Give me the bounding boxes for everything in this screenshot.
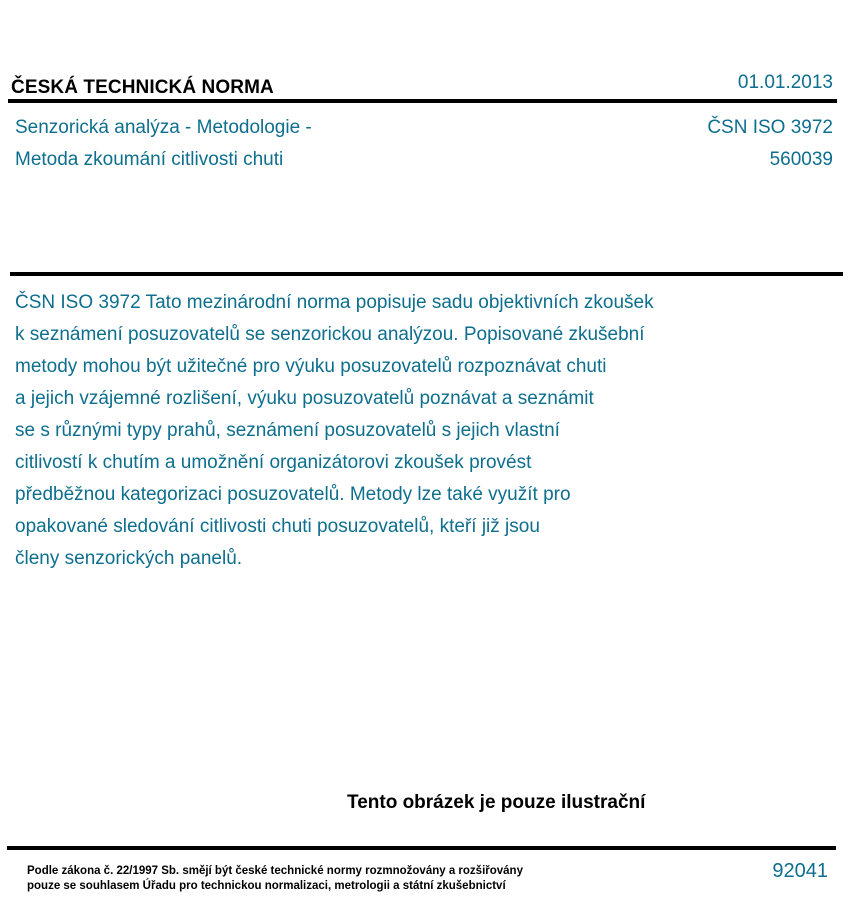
header-divider: [8, 99, 837, 103]
abstract-line: ČSN ISO 3972 Tato mezinárodní norma popisuje sadu objektivních zkoušek: [15, 292, 654, 313]
standard-title-line-1: Senzorická analýza - Metodologie -: [15, 117, 312, 138]
abstract-line: citlivostí k chutím a umožnění organizátorovi zkoušek provést: [15, 452, 532, 473]
standard-title-line-2: Metoda zkoumání citlivosti chuti: [15, 149, 284, 170]
standard-class-number: 560039: [769, 149, 833, 170]
standard-designation: ČSN ISO 3972: [707, 117, 833, 138]
abstract-line: a jejich vzájemné rozlišení, výuku posuzovatelů poznávat a seznámit: [15, 388, 594, 409]
abstract-line: předběžnou kategorizaci posuzovatelů. Metody lze také využít pro: [15, 484, 571, 505]
abstract-line: metody mohou být užitečné pro výuku posuzovatelů rozpoznávat chuti: [15, 356, 607, 377]
legal-notice-line: pouze se souhlasem Úřadu pro technickou normalizaci, metrologii a státní zkušebnictví: [27, 880, 506, 892]
publication-date: 01.01.2013: [737, 72, 833, 93]
abstract-line: k seznámení posuzovatelů se senzorickou analýzou. Popisované zkušební: [15, 324, 645, 345]
document-type-title: ČESKÁ TECHNICKÁ NORMA: [11, 77, 274, 98]
section-divider: [10, 272, 843, 276]
legal-notice-line: Podle zákona č. 22/1997 Sb. smějí být české technické normy rozmnožovány a rozšiřovány: [27, 865, 523, 877]
legal-notice: [27, 864, 523, 894]
footer-divider: [7, 846, 836, 850]
catalog-code: 92041: [772, 860, 828, 882]
abstract-line: se s různými typy prahů, seznámení posuzovatelů s jejich vlastní: [15, 420, 560, 441]
abstract-line: opakované sledování citlivosti chuti posuzovatelů, kteří již jsou: [15, 516, 540, 537]
abstract-text: [15, 287, 755, 575]
abstract-line: členy senzorických panelů.: [15, 548, 243, 569]
illustration-notice: Tento obrázek je pouze ilustrační: [347, 792, 646, 813]
